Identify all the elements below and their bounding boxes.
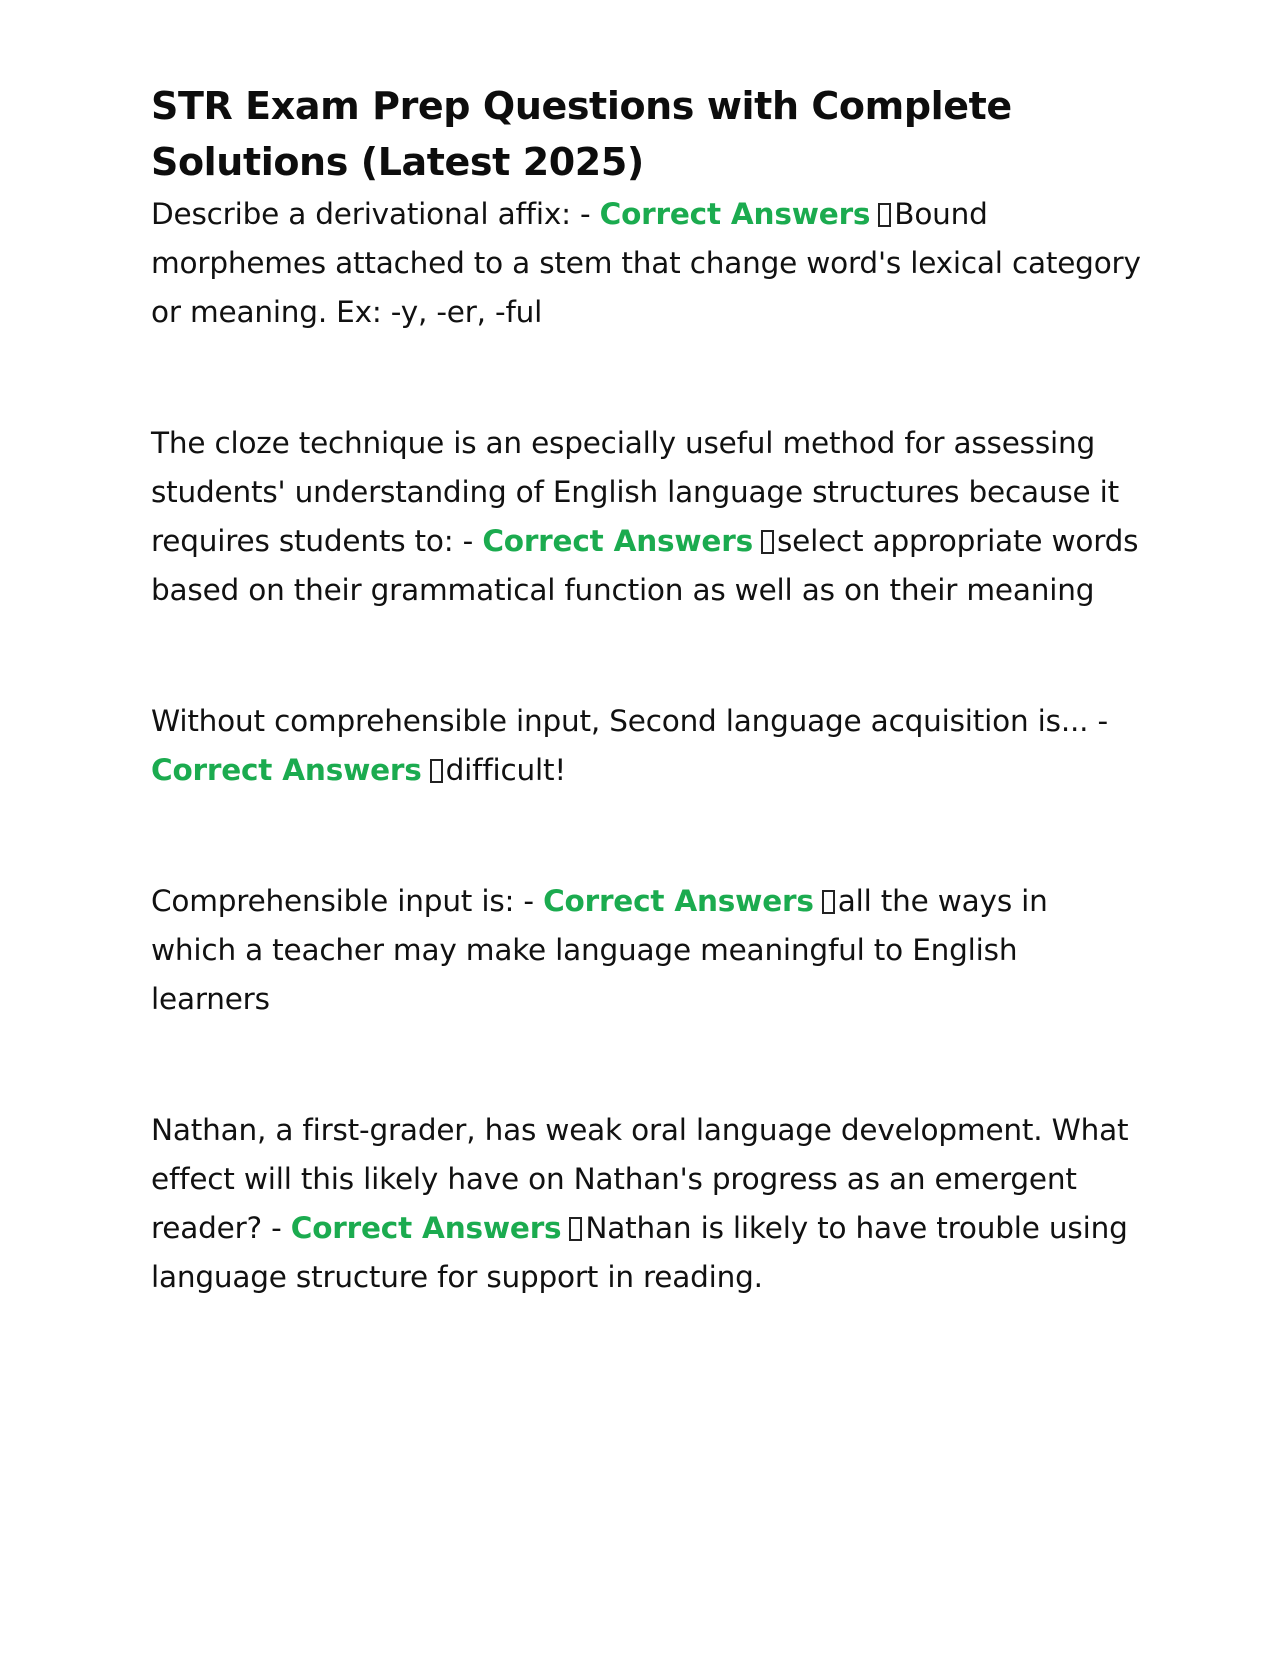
missing-glyph-icon [430, 759, 443, 783]
qa-item-1 [151, 190, 1141, 337]
missing-glyph-icon [569, 1217, 582, 1241]
qa-item-3 [151, 697, 1141, 795]
question-text: Without comprehensible input, Second language acquisition is... - [151, 704, 1108, 738]
question-text: Comprehensible input is: - [151, 884, 534, 918]
document-page [151, 78, 1141, 1302]
correct-answers-label: Correct Answers [543, 884, 814, 918]
answer-text: difficult! [445, 753, 567, 787]
correct-answers-label: Correct Answers [599, 197, 871, 231]
answer-text: Bound morphemes attached to a stem that change word's lexical category or meaning. Ex: -y, -er, -ful [151, 197, 1141, 329]
correct-answers-label: Correct Answers [151, 753, 422, 787]
missing-glyph-icon [822, 890, 835, 914]
answer-text: select appropriate words based on their grammatical function as well as on their meaning [151, 524, 1139, 607]
question-text: Nathan, a first-grader, has weak oral language development. What effect will this likely have on Nathan's progress as an emergent reader? - [151, 1113, 1129, 1245]
missing-glyph-icon [761, 530, 774, 554]
answer-text: all the ways in which a teacher may make language meaningful to English learners [151, 884, 1048, 1016]
correct-answers-label: Correct Answers [482, 524, 753, 558]
question-text: Describe a derivational affix: - [151, 197, 591, 231]
question-text: The cloze technique is an especially useful method for assessing students' understanding of English language structures because it requires students to: - [151, 426, 1120, 558]
missing-glyph-icon [878, 203, 891, 227]
qa-item-4 [151, 877, 1141, 1024]
qa-item-2 [151, 419, 1141, 615]
correct-answers-label: Correct Answers [290, 1211, 562, 1245]
answer-text: Nathan is likely to have trouble using language structure for support in reading. [151, 1211, 1128, 1294]
qa-item-5 [151, 1106, 1141, 1302]
document-title: STR Exam Prep Questions with Complete Solutions (Latest 2025) [151, 84, 1012, 184]
